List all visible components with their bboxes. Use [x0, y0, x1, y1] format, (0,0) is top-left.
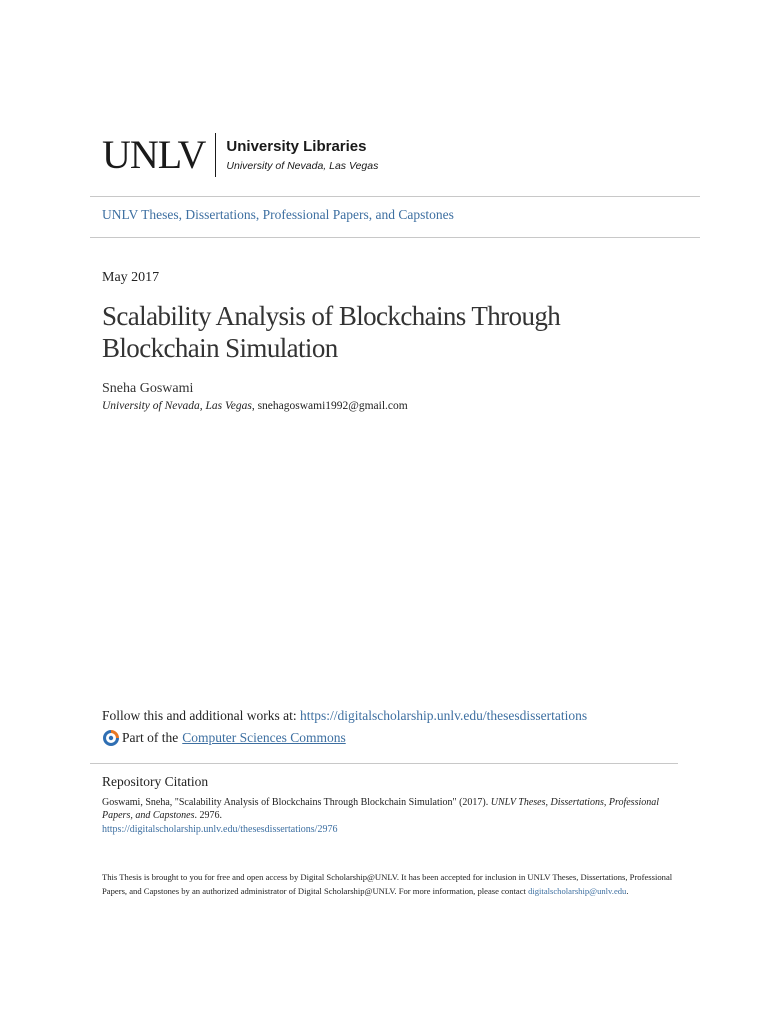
author-affiliation	[102, 400, 408, 412]
logo-text	[226, 138, 378, 173]
citation-text-end: . 2976.	[194, 810, 222, 821]
network-icon	[102, 729, 120, 747]
publication-date: May 2017	[102, 270, 160, 285]
author-email: , snehagoswami1992@gmail.com	[251, 400, 408, 412]
citation-text-start: Goswami, Sneha, "Scalability Analysis of Blockchains Through Blockchain Simulation" (2017).	[102, 797, 491, 808]
citation-text	[102, 796, 674, 822]
computer-sciences-commons-link[interactable]: Computer Sciences Commons	[182, 730, 346, 745]
follow-prefix: Follow this and additional works at:	[102, 708, 300, 723]
collection-link[interactable]: UNLV Theses, Dissertations, Professional Papers, and Capstones	[102, 207, 454, 222]
access-notice-text: This Thesis is brought to you for free and open access by Digital Scholarship@UNLV. It has been accepted for inclusion in UNLV Theses, Dissertations, Professional Papers, and Capstones by an authorized administrator of Digital Scholarship@UNLV. For more information, please contact	[102, 872, 673, 896]
part-of-line	[102, 729, 346, 747]
logo-university-name: University of Nevada, Las Vegas	[226, 159, 379, 172]
follow-line	[102, 708, 587, 724]
logo-wordmark: UNLV	[102, 132, 206, 177]
contact-email-link[interactable]: digitalscholarship@unlv.edu	[528, 885, 627, 896]
logo-divider	[215, 133, 216, 177]
citation-url-link[interactable]: https://digitalscholarship.unlv.edu/thesesdissertations/2976	[102, 824, 338, 835]
access-notice-end: .	[626, 885, 629, 896]
citation-series: UNLV Theses, Dissertations, Professional Papers, and Capstones	[102, 797, 660, 821]
paper-title: Scalability Analysis of Blockchains Through Blockchain Simulation	[102, 301, 561, 363]
collection-divider	[90, 237, 700, 238]
follow-url-link[interactable]: https://digitalscholarship.unlv.edu/thesesdissertations	[300, 708, 588, 723]
repository-citation-heading: Repository Citation	[102, 774, 209, 789]
access-notice	[102, 871, 678, 898]
unlv-libraries-logo	[102, 130, 378, 180]
author-institution: University of Nevada, Las Vegas	[102, 400, 252, 412]
top-divider	[90, 196, 700, 197]
logo-library-name: University Libraries	[226, 137, 367, 155]
part-of-prefix: Part of the	[122, 730, 179, 745]
author-name: Sneha Goswami	[102, 381, 194, 396]
citation-divider	[90, 763, 678, 764]
